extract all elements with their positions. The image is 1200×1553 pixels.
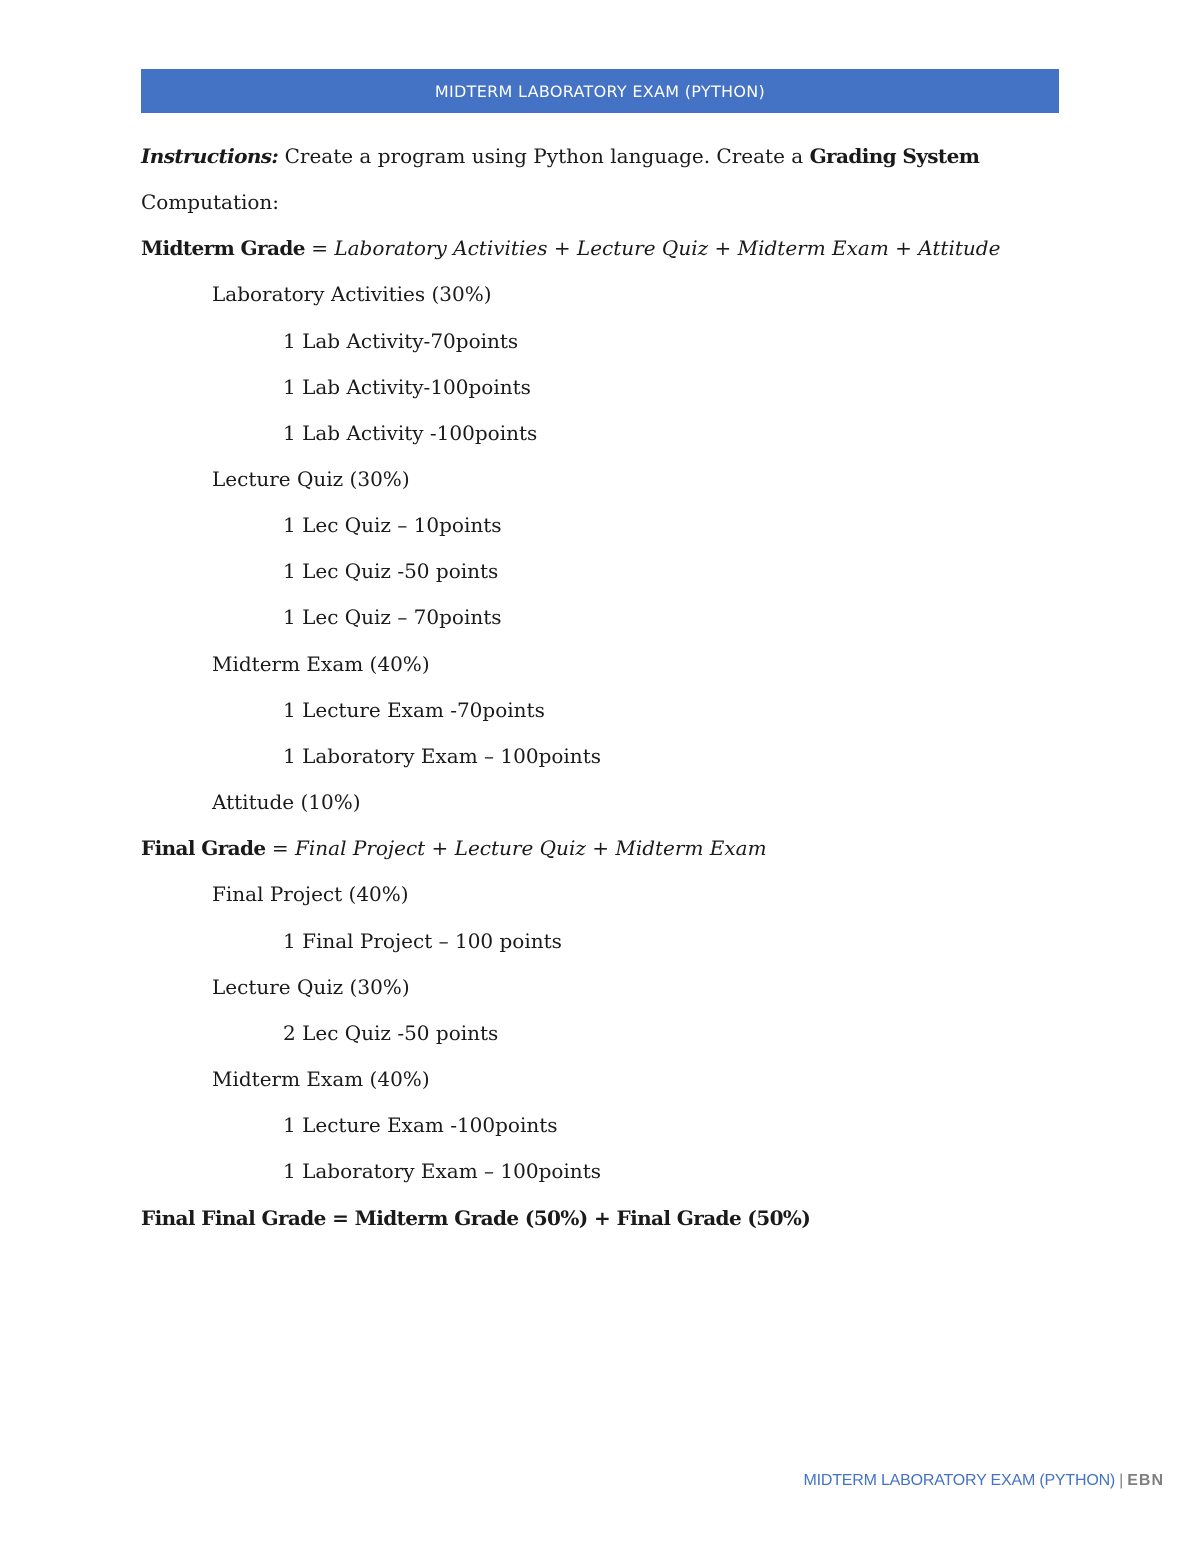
final-lecture-quiz-heading: Lecture Quiz (30%): [212, 975, 410, 999]
list-item: 1 Lec Quiz – 10points: [283, 513, 502, 537]
instructions-line: [141, 142, 979, 170]
page-footer: [803, 1472, 1164, 1490]
list-item: 1 Lec Quiz – 70points: [283, 605, 502, 629]
list-item: 1 Lab Activity-70points: [283, 329, 519, 353]
list-item: 1 Lab Activity-100points: [283, 375, 531, 399]
instructions-text: Create a program using Python language. Create a: [278, 144, 810, 168]
header-bar: [141, 69, 1059, 113]
list-item: 1 Final Project – 100 points: [283, 929, 562, 953]
footer-initials: EBN: [1127, 1472, 1164, 1489]
list-item: 1 Lec Quiz -50 points: [283, 559, 499, 583]
midterm-formula-line: [141, 234, 1000, 262]
list-item: 2 Lec Quiz -50 points: [283, 1021, 499, 1045]
attitude-heading: Attitude (10%): [212, 790, 361, 814]
midterm-grade-label: Midterm Grade: [141, 236, 305, 260]
footer-separator: |: [1119, 1472, 1124, 1489]
list-item: 1 Lecture Exam -70points: [283, 698, 545, 722]
list-item: 1 Lab Activity -100points: [283, 421, 538, 445]
final-grade-label: Final Grade: [141, 836, 266, 860]
midterm-lecture-quiz-heading: Lecture Quiz (30%): [212, 467, 410, 491]
final-formula: Final Project + Lecture Quiz + Midterm Exam: [295, 836, 767, 860]
final-equals: =: [265, 836, 296, 860]
final-final-grade-formula: Final Final Grade = Midterm Grade (50%) + Final Grade (50%): [141, 1206, 811, 1230]
list-item: 1 Lecture Exam -100points: [283, 1113, 558, 1137]
computation-label: Computation:: [141, 190, 280, 214]
lab-activities-heading: Laboratory Activities (30%): [212, 282, 492, 306]
list-item: 1 Laboratory Exam – 100points: [283, 744, 601, 768]
instructions-label: Instructions:: [141, 144, 279, 168]
header-title: MIDTERM LABORATORY EXAM (PYTHON): [434, 81, 766, 101]
midterm-formula: Laboratory Activities + Lecture Quiz + Midterm Exam + Attitude: [334, 236, 1001, 260]
list-item: 1 Laboratory Exam – 100points: [283, 1159, 601, 1183]
final-midterm-exam-heading: Midterm Exam (40%): [212, 1067, 430, 1091]
final-project-heading: Final Project (40%): [212, 882, 409, 906]
grading-system-emphasis: Grading System: [809, 144, 980, 168]
midterm-equals: =: [304, 236, 335, 260]
final-formula-line: [141, 834, 767, 862]
midterm-exam-heading: Midterm Exam (40%): [212, 652, 430, 676]
footer-title: MIDTERM LABORATORY EXAM (PYTHON): [803, 1472, 1116, 1489]
